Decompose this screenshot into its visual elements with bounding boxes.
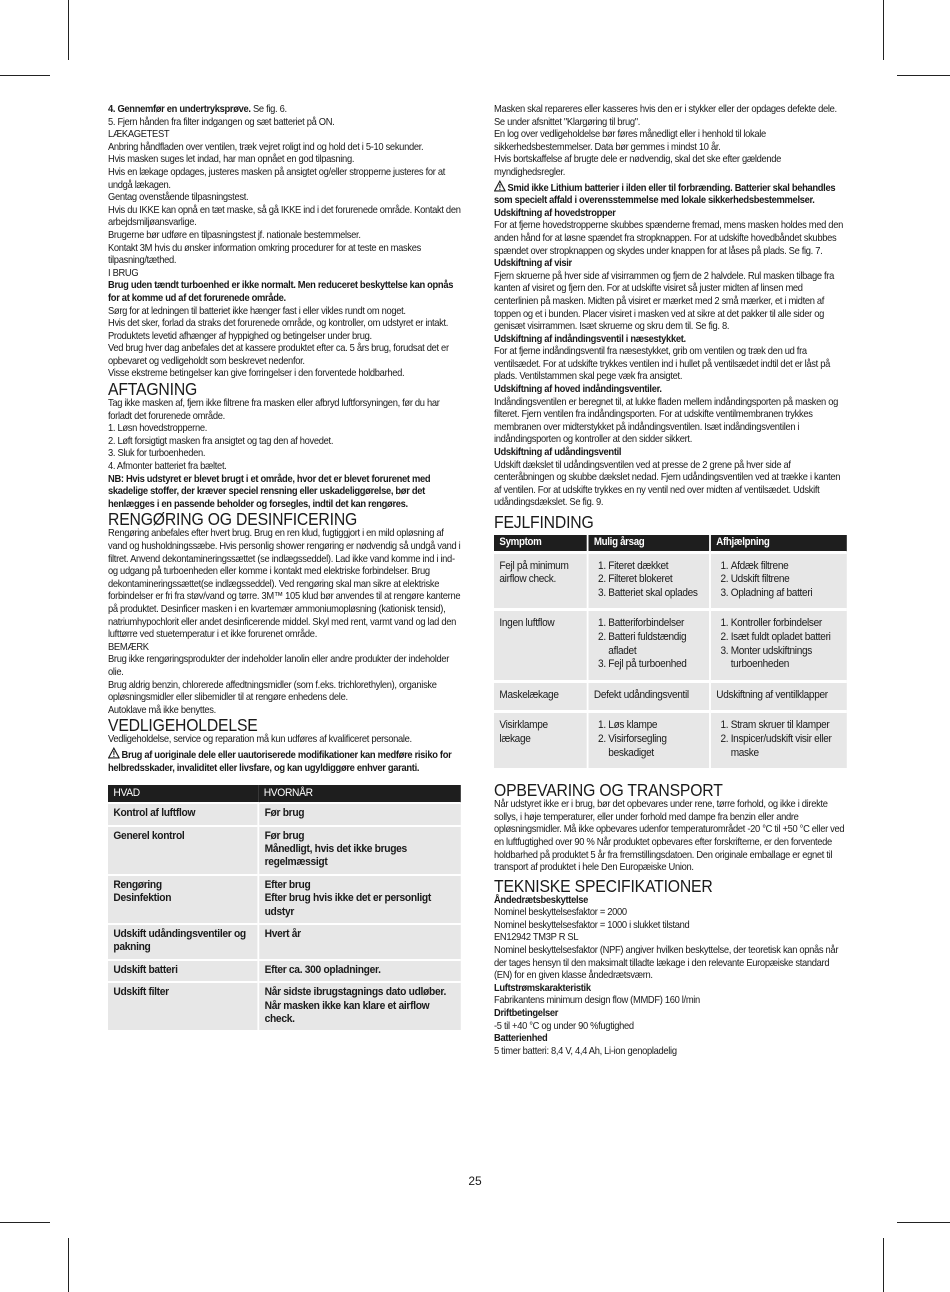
cause-cell: Defekt udåndingsventil <box>588 681 710 712</box>
list-item: 1. Fiteret dækket <box>608 560 703 574</box>
crop-mark <box>68 1238 69 1292</box>
section-heading: Udskiftning af hoved indåndingsventiler. <box>494 384 662 396</box>
table-row <box>108 960 461 982</box>
list-item: 3. Monter udskiftnings turboenheden <box>731 645 842 672</box>
crop-mark <box>897 1222 950 1223</box>
crop-mark <box>883 0 884 60</box>
table-row <box>494 610 847 681</box>
remedy-cell: Udskiftning af ventilklapper <box>710 681 847 712</box>
list-item: 1. Stram skruer til klamper <box>731 719 842 733</box>
spec-line: Nominel beskyttelsesfaktor = 2000 <box>494 907 627 919</box>
symptom-cell: Ingen luftflow <box>494 610 588 681</box>
left-column <box>108 104 461 1030</box>
specs-list <box>494 895 847 1059</box>
list-item: 1. Batteriforbindelser <box>608 617 703 631</box>
task-cell: Udskift filter <box>108 982 258 1030</box>
cause-cell <box>588 552 710 610</box>
note-heading: BEMÆRK <box>108 641 149 653</box>
maintenance-table <box>108 785 461 1030</box>
numbered-list <box>594 560 704 601</box>
column-header: HVORNÅR <box>258 785 461 803</box>
task-cell: Kontrol af luftflow <box>108 803 258 825</box>
troubleshooting-table-body <box>494 552 847 768</box>
list-item: 2. Udskift filtrene <box>731 573 842 587</box>
note-text: Brug ikke rengøringsprodukter der indeholder lanolin eller andre produkter der indeholder olie. Brug aldrig benzin, chlorerede affedtningsmidler (som f.eks. trichlorethylen), organiske opløsningsmidler eller slibemidler til at rengøre enhedens dele. Autoklave må ikke benyttes. <box>108 654 450 716</box>
section-heading: Udskiftning af indåndingsventil i næsestykket. <box>494 333 686 345</box>
frequency-cell: Før brug <box>258 803 461 825</box>
frequency-cell: Efter ca. 300 opladninger. <box>258 960 461 982</box>
removal-text: Tag ikke masken af, fjern ikke filtrene fra masken eller afbryd luftforsyningen, før du har forladt det forurenede område. 1. Løsn hovedstropperne. 2. Løft forsigtigt masken fra ansigtet og tag den af hovedet. 3. Sluk for turboenheden. 4. Afmonter batteriet fra bæltet. <box>108 398 440 473</box>
table-row <box>494 712 847 768</box>
table-row <box>108 803 461 825</box>
symptom-cell: Maskelækage <box>494 681 588 712</box>
list-item: 3. Opladning af batteri <box>731 587 842 601</box>
list-item: 2. Isæt fuldt opladet batteri <box>731 631 842 645</box>
spec-heading: Åndedrætsbeskyttelse <box>494 894 589 906</box>
cleaning-text: Rengøring anbefales efter hvert brug. Brug en ren klud, fugtiggjort i en mild opløsning af vand og husholdningssæbe. Hvis personlig shower rengøring er nødvendig så undgå vand i filtret. Anvend dekontamineringssættet (se indlægsseddel). Lad ikke vand komme ind i ind- og udgang på turboenheden eller komme i kontakt med elektriske forbindelser. Brug dekontamineringssættet(se indlægsseddel). Ved rengøring skal man sikre at elektriske forbindelser er fri fra støv/vand og tørre. 3M™ 105 klud bør anvendes til at rengøre kanterne på produktet. Desinficer masken i en kvartemær ammoniumopløsning (kationisk tensid), natriumhypochlorit eller andet desinficerende middel. Skyl med rent, varmt vand og lad den lufttørre ved stuetemperatur i et ikke forurenet område. <box>108 528 461 641</box>
replacement-sections <box>494 208 847 510</box>
column-header: Mulig årsag <box>588 535 710 552</box>
spec-line: EN12942 TM3P R SL <box>494 932 579 944</box>
crop-mark <box>0 75 50 76</box>
numbered-list <box>716 719 841 760</box>
cleaning-heading: RENGØRING OG DESINFICERING <box>108 509 358 530</box>
section-heading: Udskiftning af udåndingsventil <box>494 447 622 459</box>
in-use-heading: I BRUG <box>108 267 139 279</box>
list-item: 2. Batteri fuldstændig afladet <box>608 631 703 658</box>
repair-text: Masken skal repareres eller kasseres hvis den er i stykker eller der opdages defekte dele. Se under afsnittet "Klargøring til brug". En log over vedligeholdelse bør føres månedligt eller i henhold til lokale sikkerhedsbestemmelser. Data bør gemmes i mindst 10 år. Hvis bortskaffelse af brugte dele er nødvendig, skal det ske efter gældende myndighedsregler. <box>494 104 837 178</box>
list-item: 1. Afdæk filtrene <box>731 560 842 574</box>
maintenance-text: Vedligeholdelse, service og reparation må kun udføres af kvalificeret personale. <box>108 734 412 746</box>
removal-heading: AFTAGNING <box>108 379 198 400</box>
spec-line: Nominel beskyttelsesfaktor (NPF) angiver hvilken beskyttelse, der teoretisk kan opnås når der tages hensyn til den maksimalt tilladte lækage i den relevante Europæiske standard (EN) for en given klasse åndedrætsværn. <box>494 945 839 982</box>
battery-warning: Smid ikke Lithium batterier i ilden eller til forbrænding. Batterier skal behandles som specielt affald i overensstemmelse med lokale sikkerhedsbestemmelser. <box>494 180 847 208</box>
leakage-test-heading: LÆKAGETEST <box>108 129 170 141</box>
table-row <box>108 924 461 960</box>
table-row <box>108 875 461 924</box>
crop-mark <box>68 0 69 60</box>
table-row <box>108 826 461 875</box>
step-4: 4. Gennemfør en undertryksprøve. Se fig. 6. <box>108 104 287 115</box>
table-header-row <box>494 535 847 552</box>
section-heading: Udskiftning af hovedstropper <box>494 207 616 219</box>
maintenance-heading: VEDLIGEHOLDELSE <box>108 715 258 736</box>
storage-heading: OPBEVARING OG TRANSPORT <box>494 780 723 801</box>
crop-mark <box>897 75 950 76</box>
task-cell: Udskift udåndingsventiler og pakning <box>108 924 258 960</box>
spec-line: 5 timer batteri: 8,4 V, 4,4 Ah, Li-ion genopladelig <box>494 1045 677 1057</box>
list-item: 1. Kontroller forbindelser <box>731 617 842 631</box>
table-row <box>494 681 847 712</box>
list-item: 2. Inspicer/udskift visir eller maske <box>731 733 842 760</box>
frequency-cell: Når sidste ibrugstagnings dato udløber. Når masken ikke kan klare et airflow check. <box>258 982 461 1030</box>
frequency-cell: Hvert år <box>258 924 461 960</box>
removal-note: NB: Hvis udstyret er blevet brugt i et område, hvor det er blevet forurenet med skadelige stoffer, der kræver speciel rensning eller uskadeliggørelse, bør det henlægges i en passende beholder og forsegles, indtil det kan rengøres. <box>108 473 431 510</box>
table-row <box>494 552 847 610</box>
task-cell: Udskift batteri <box>108 960 258 982</box>
numbered-list <box>594 617 704 671</box>
spec-heading: Driftbetingelser <box>494 1008 559 1020</box>
symptom-cell: Visirklampe lækage <box>494 712 588 768</box>
list-item: 2. Visirforsegling beskadiget <box>608 733 703 760</box>
task-cell: Generel kontrol <box>108 826 258 875</box>
crop-mark <box>0 1222 50 1223</box>
column-header: Afhjælpning <box>710 535 847 552</box>
remedy-cell <box>710 552 847 610</box>
remedy-cell <box>710 610 847 681</box>
spec-line: Fabrikantens minimum design flow (MMDF) 160 l/min <box>494 995 700 1007</box>
cause-cell <box>588 610 710 681</box>
crop-mark <box>883 1238 884 1292</box>
section-text: For at fjerne indåndingsventil fra næsestykket, grib om ventilen og træk den ud fra ventilsædet. For at udskifte trykkes ventilen ind i hullet på ventilsædet indtil det er låst på plads. Ventilstammen skal pege væk fra ansigtet. <box>494 346 831 383</box>
section-text: For at fjerne hovedstropperne skubbes spænderne fremad, mens masken holdes med den anden hånd for at løsne spændet fra stropknappen. For at udskifte hovedbåndet skubbes spændet over stropknappen og skydes under knappen for at låses på plads. Se fig. 7. <box>494 220 843 257</box>
warning-triangle-icon <box>108 747 120 759</box>
frequency-cell: Efter brug Efter brug hvis ikke det er personligt udstyr <box>258 875 461 924</box>
in-use-text: Sørg for at ledningen til batteriet ikke hænger fast i eller vikles rundt om noget. Hvis det sker, forlad da straks det forurenede område, og kontroller, om udstyret er intakt. Produktets levetid afhænger af hyppighed og betingelser under brug. Ved brug hver dag anbefales det at kassere produktet efter ca. 5 års brug, forudsat det er opbevaret og vedligeholdt som beskrevet nedenfor. Visse ekstreme betingelser kan give forringelser i den forventede holdbarhed. <box>108 305 449 380</box>
list-item: 3. Fejl på turboenhed <box>608 658 703 672</box>
remedy-cell <box>710 712 847 768</box>
list-item: 1. Løs klampe <box>608 719 703 733</box>
symptom-cell: Fejl på minimum airflow check. <box>494 552 588 610</box>
specs-heading: TEKNISKE SPECIFIKATIONER <box>494 875 713 896</box>
troubleshooting-table <box>494 535 847 768</box>
numbered-list <box>594 719 704 760</box>
section-text: Fjern skruerne på hver side af visirrammen og fjern de 2 halvdele. Rul masken tilbage fra kanten af visiret og fjern den. For at udskifte visiret så juster midten af linsen med centerlinien på masken. Midten på visiret er mærket med 2 små mærker, et i midten af toppen og et i bunden. Placer visiret i masken ved at sikre at det pakker til alle sider og genisæt visirrammen. Isæt skruerne og skru dem til. Se fig. 8. <box>494 270 834 333</box>
right-column <box>494 104 847 1058</box>
section-heading: Udskiftning af visir <box>494 258 572 270</box>
storage-text: Når udstyret ikke er i brug, bør det opbevares under rene, tørre forhold, og ikke i direkte sollys, i høje temperaturer, eller under forhold med dampe fra benzin eller andre opløsningsmidler. Må ikke opbevares udenfor temperaturområdet -20 °C til +50 °C eller ved en luftfugtighed over 90 % Når produktet opbevares efter forskrifterne, er den forventede holdbarhed på produktet 5 år fra fremstillingsdatoen. Den originale emballage er egnet til transport af produktet i hele Den Europæiske Union. <box>494 799 845 874</box>
troubleshooting-heading: FEJLFINDING <box>494 512 594 532</box>
spec-line: -5 til +40 °C og under 90 %fugtighed <box>494 1020 634 1032</box>
in-use-warning: Brug uden tændt turboenhed er ikke normalt. Men reduceret beskyttelse kan opnås for at komme ud af det forurenede område. <box>108 280 454 304</box>
section-text: Indåndingsventilen er beregnet til, at lukke fladen mellem indåndingsporten på masken og filteret. Fjern ventilen fra indåndingsporten. For at udskifte ventilmembranen trykkes membranen over midterstykket på indåndingsventilen. Isæt indåndingsventilen i indåndingsporten og kontroller at den sidder sikkert. <box>494 396 838 446</box>
list-item: 3. Batteriet skal oplades <box>608 587 703 601</box>
spec-heading: Luftstrømskarakteristik <box>494 982 591 994</box>
column-header: Symptom <box>494 535 588 552</box>
page-number: 25 <box>468 1174 482 1188</box>
step-5: 5. Fjern hånden fra filter indgangen og sæt batteriet på ON. <box>108 116 335 128</box>
table-header-row <box>108 785 461 803</box>
maintenance-table-body <box>108 803 461 1030</box>
spec-line: Nominel beskyttelsesfaktor = 1000 i slukket tilstand <box>494 919 690 931</box>
column-header: HVAD <box>108 785 258 803</box>
frequency-cell: Før brug Månedligt, hvis det ikke bruges regelmæssigt <box>258 826 461 875</box>
numbered-list <box>716 617 841 671</box>
list-item: 2. Filteret blokeret <box>608 573 703 587</box>
cause-cell <box>588 712 710 768</box>
task-cell: Rengøring Desinfektion <box>108 875 258 924</box>
warning-triangle-icon <box>494 180 506 192</box>
spec-heading: Batterienhed <box>494 1033 548 1045</box>
numbered-list <box>716 560 841 601</box>
leakage-test-text: Anbring håndfladen over ventilen, træk vejret roligt ind og hold det i 5-10 sekunder. Hvis masken suges let indad, har man opnået en god tilpasning. Hvis en lækage opdages, justeres masken på ansigtet og/eller stropperne justeres for at undgå lækagen. Gentag ovenstående tilpasningstest. Hvis du IKKE kan opnå en tæt maske, så gå IKKE ind i det forurenede område. Kontakt den arbejdsmiljøansvarlige. Brugerne bør udføre en tilpasningstest jf. nationale bestemmelser. Kontakt 3M hvis du ønsker information omkring procedurer for at teste en maskes tilpasning/tæthed. <box>108 141 461 267</box>
section-text: Udskift dækslet til udåndingsventilen ved at presse de 2 grene på hver side af centeråbningen og skubbe dækslet nedad. Fjern udåndingsventilen ved at trække i kanten af ventilen. For at udskifte trykkes en ny ventil ned over midten af ventilsædet. Udskift udåndingsdækslet. Se fig. 9. <box>494 459 841 509</box>
table-row <box>108 982 461 1030</box>
maintenance-warning: Brug af uoriginale dele eller uautoriserede modifikationer kan medføre risiko for helbredsskader, invaliditet eller livsfare, og kan ugyldiggøre enhver garanti. <box>108 747 461 775</box>
